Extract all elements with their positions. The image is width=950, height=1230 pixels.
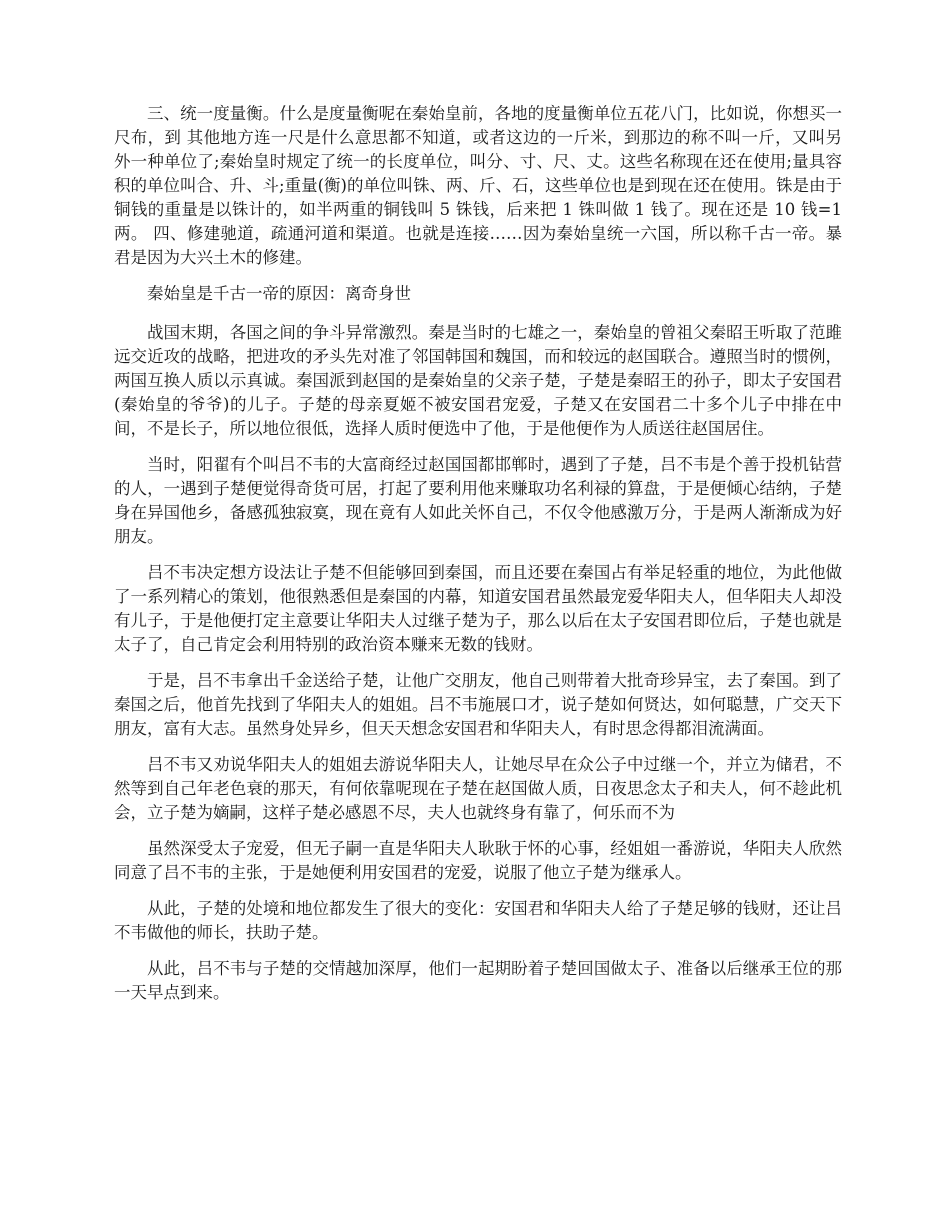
paragraph-persuasion: 吕不韦又劝说华阳夫人的姐姐去游说华阳夫人，让她尽早在众公子中过继一个，并立为储君，不然等到自己年老色衰的那天，有何依靠呢现在子楚在赵国做人质，日夜思念太子和夫人，何不趁此机会，立子楚为嫡嗣，这样子楚必感恩不尽，夫人也就终身有靠了，何乐而不为 xyxy=(114,755,842,822)
paragraph-huayang-agrees: 虽然深受太子宠爱，但无子嗣一直是华阳夫人耿耿于怀的心事，经姐姐一番游说，华阳夫人欣然同意了吕不韦的主张，于是她便利用安国君的宠爱，说服了他立子楚为继承人。 xyxy=(114,839,842,882)
paragraph-warring-states: 战国末期，各国之间的争斗异常激烈。秦是当时的七雄之一，秦始皇的曾祖父秦昭王听取了范雎远交近攻的战略，把进攻的矛头先对准了邻国韩国和魏国，而和较远的赵国联合。遵照当时的惯例，两国互换人质以示真诚。秦国派到赵国的是秦始皇的父亲子楚，子楚是秦昭王的孙子，即太子安国君(秦始皇的爷爷)的儿子。子楚的母亲夏姬不被安国君宠爱，子楚又在安国君二十多个儿子中排在中间，不是长子，所以地位很低，选择人质时便选中了他，于是他便作为人质送往赵国居住。 xyxy=(114,323,842,438)
paragraph-standardization: 三、统一度量衡。什么是度量衡呢在秦始皇前，各地的度量衡单位五花八门，比如说，你想买一尺布，到 其他地方连一尺是什么意思都不知道，或者这边的一斤米，到那边的称不叫一斤，又叫另外一种单位了;秦始皇时规定了统一的长度单位，叫分、寸、尺、丈。这些名称现在还在使用;量具容积的单位叫合、升、斗;重量(衡)的单位叫铢、两、斤、石，这些单位也是到现在还在使用。铢是由于铜钱的重量是以铢计的，如半两重的铜钱叫 5 铢钱，后来把 1 铢叫做 1 钱了。现在还是 10 钱=1 两。 四、修建驰道，疏通河道和渠道。也就是连接……因为秦始皇统一六国，所以称千古一帝。暴君是因为大兴土木的修建。 xyxy=(114,104,842,267)
paragraph-friendship-deepens: 从此，吕不韦与子楚的交情越加深厚，他们一起期盼着子楚回国做太子、准备以后继承王位的那一天早点到来。 xyxy=(114,959,842,1002)
paragraph-lu-buwei-meets-zichu: 当时，阳翟有个叫吕不韦的大富商经过赵国国都邯郸时，遇到了子楚，吕不韦是个善于投机钻营的人，一遇到子楚便觉得奇货可居，打起了要利用他来赚取功名利禄的算盘，于是便倾心结纳，子楚身在异国他乡，备感孤独寂寞，现在竟有人如此关怀自己，不仅令他感激万分，于是两人渐渐成为好朋友。 xyxy=(114,455,842,546)
paragraph-zichu-status-change: 从此，子楚的处境和地位都发生了很大的变化：安国君和华阳夫人给了子楚足够的钱财，还让吕不韦做他的师长，扶助子楚。 xyxy=(114,899,842,942)
paragraph-lu-buwei-plan: 吕不韦决定想方设法让子楚不但能够回到秦国，而且还要在秦国占有举足轻重的地位，为此他做了一系列精心的策划，他很熟悉但是秦国的内幕，知道安国君虽然最宠爱华阳夫人，但华阳夫人却没有儿子，于是他便打定主意要让华阳夫人过继子楚为子，那么以后在太子安国君即位后，子楚也就是太子了，自己肯定会利用特别的政治资本赚来无数的钱财。 xyxy=(114,563,842,654)
paragraph-gifts-to-qin: 于是，吕不韦拿出千金送给子楚，让他广交朋友，他自己则带着大批奇珍异宝，去了秦国。到了秦国之后，他首先找到了华阳夫人的姐姐。吕不韦施展口才，说子楚如何贤达，如何聪慧，广交天下朋友，富有大志。虽然身处异乡，但天天想念安国君和华阳夫人，有时思念得都泪流满面。 xyxy=(114,671,842,738)
document-body xyxy=(114,102,842,1017)
section-heading: 秦始皇是千古一帝的原因：离奇身世 xyxy=(147,284,411,303)
